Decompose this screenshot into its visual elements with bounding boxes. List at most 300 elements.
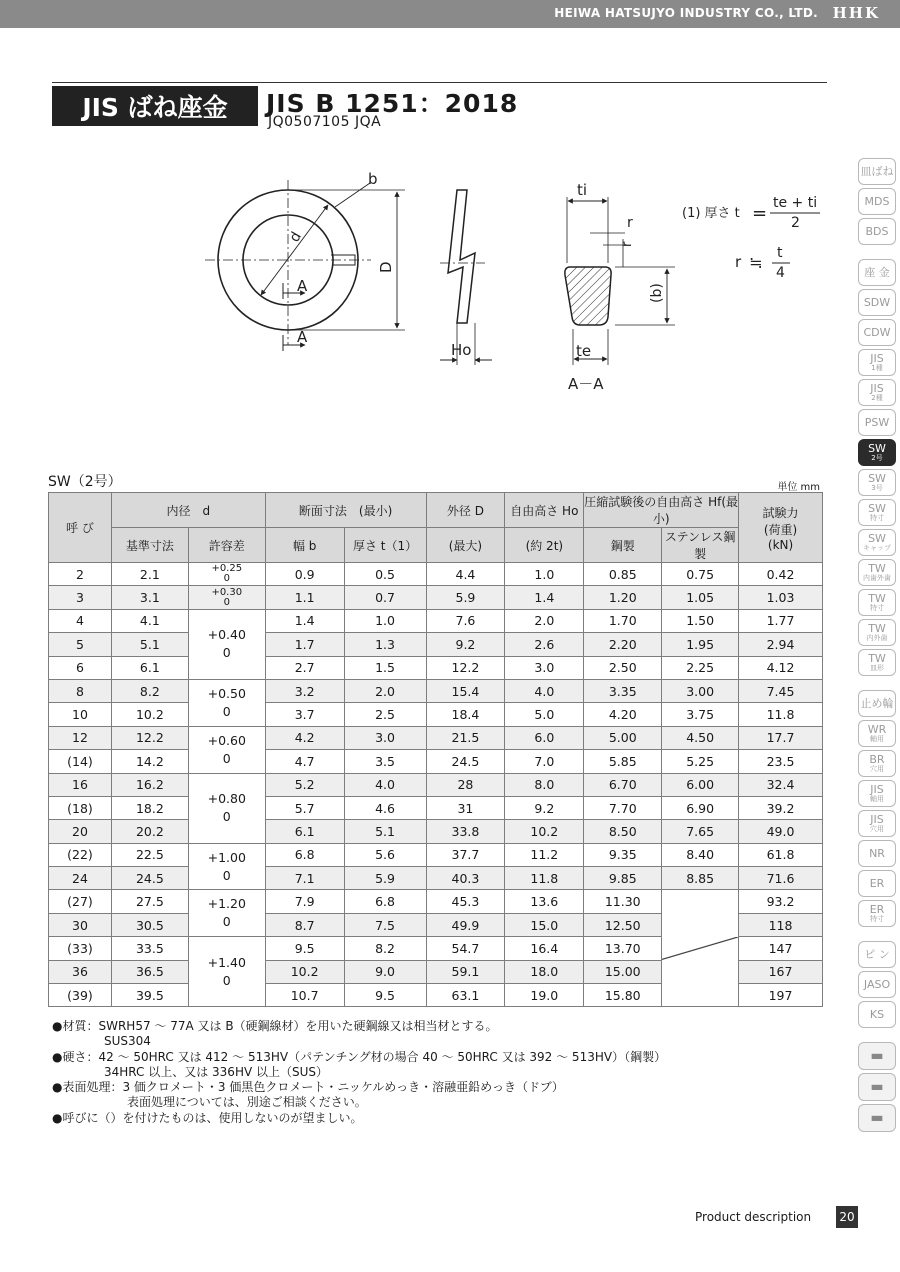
tab-disc-spring[interactable] — [858, 158, 896, 185]
tol-bottom: 0 — [222, 867, 231, 883]
diagonal-slash — [662, 937, 738, 959]
header-free-approx: (約 2t) — [505, 528, 584, 563]
tab-label: ER — [869, 903, 885, 916]
section-profile — [565, 267, 611, 325]
cell-width: 8.7 — [265, 913, 344, 936]
cell-outer: 54.7 — [426, 937, 505, 960]
dim-label-ti: ti — [577, 181, 588, 199]
formula-r-numerator: t — [777, 245, 783, 261]
header-test-load-line2: (荷重) — [763, 522, 798, 537]
tab-folder-2[interactable] — [858, 1073, 896, 1101]
cell-load: 0.42 — [739, 563, 823, 586]
cell-stainless: 6.00 — [662, 773, 739, 796]
cell-width: 1.4 — [265, 609, 344, 632]
tab-nr[interactable] — [858, 840, 896, 867]
tab-er-special[interactable] — [858, 900, 896, 927]
cell-outer: 18.4 — [426, 703, 505, 726]
cell-basic: 12.2 — [111, 726, 188, 749]
cell-call: 4 — [49, 609, 112, 632]
cell-free-height: 3.0 — [505, 656, 584, 679]
cell-tolerance — [188, 890, 265, 937]
tab-sublabel: 軸用 — [870, 735, 884, 743]
table-row — [49, 890, 823, 913]
table-row — [49, 679, 823, 702]
cell-steel: 5.00 — [584, 726, 662, 749]
table-row — [49, 867, 823, 890]
cell-basic: 33.5 — [111, 937, 188, 960]
cell-outer: 5.9 — [426, 586, 505, 609]
tab-sublabel: 穴用 — [870, 825, 884, 833]
dim-label-b: b — [368, 170, 378, 188]
cell-width: 3.7 — [265, 703, 344, 726]
cell-width: 9.5 — [265, 937, 344, 960]
cell-basic: 6.1 — [111, 656, 188, 679]
header-test-load-line3: (kN) — [767, 537, 794, 552]
tab-label: BDS — [865, 225, 889, 238]
cell-width: 3.2 — [265, 679, 344, 702]
cell-free-height: 2.0 — [505, 609, 584, 632]
cell-thickness: 9.5 — [344, 984, 426, 1007]
cell-thickness: 7.5 — [344, 913, 426, 936]
note-parentheses: ●呼びに（）を付けたものは、使用しないのが望ましい。 — [52, 1110, 363, 1125]
cell-basic: 27.5 — [111, 890, 188, 913]
cell-width: 7.1 — [265, 867, 344, 890]
table-row — [49, 586, 823, 609]
tab-bds[interactable] — [858, 218, 896, 245]
cell-load: 4.12 — [739, 656, 823, 679]
cell-basic: 16.2 — [111, 773, 188, 796]
cell-width: 10.2 — [265, 960, 344, 983]
cell-free-height: 15.0 — [505, 913, 584, 936]
cell-thickness: 8.2 — [344, 937, 426, 960]
cell-thickness: 3.5 — [344, 750, 426, 773]
cell-free-height: 11.8 — [505, 867, 584, 890]
cell-outer: 21.5 — [426, 726, 505, 749]
notes — [52, 1019, 666, 1126]
cell-thickness: 1.0 — [344, 609, 426, 632]
tab-sw-3[interactable] — [858, 469, 896, 496]
tab-psw[interactable] — [858, 409, 896, 436]
cell-outer: 7.6 — [426, 609, 505, 632]
cell-steel: 15.00 — [584, 960, 662, 983]
cell-stainless: 1.95 — [662, 633, 739, 656]
cell-tolerance — [188, 586, 265, 609]
cell-call: 5 — [49, 633, 112, 656]
cell-thickness: 4.6 — [344, 796, 426, 819]
cell-basic: 5.1 — [111, 633, 188, 656]
tab-retaining-ring[interactable] — [858, 690, 896, 717]
header-tolerance: 許容差 — [188, 528, 265, 563]
tab-sublabel: 特寸 — [870, 915, 884, 923]
page-title: JIS ばね座金 — [52, 86, 258, 126]
cell-steel: 1.20 — [584, 586, 662, 609]
header-section: 断面寸法 (最小) — [265, 493, 426, 528]
tab-folder-3[interactable] — [858, 1104, 896, 1132]
cell-stainless: 6.90 — [662, 796, 739, 819]
washer-diagram — [195, 165, 835, 405]
cell-stainless: 1.05 — [662, 586, 739, 609]
cell-free-height: 16.4 — [505, 937, 584, 960]
tab-cdw[interactable] — [858, 319, 896, 346]
header-inner-diameter: 内径 d — [111, 493, 265, 528]
tab-jis-2[interactable] — [858, 379, 896, 406]
cell-outer: 33.8 — [426, 820, 505, 843]
cell-thickness: 1.5 — [344, 656, 426, 679]
tab-label: JIS — [870, 382, 884, 395]
cell-call: 20 — [49, 820, 112, 843]
tab-sublabel: キャップ — [863, 544, 891, 552]
tab-er[interactable] — [858, 870, 896, 897]
table-row — [49, 633, 823, 656]
title-rule — [52, 82, 827, 83]
cell-call: (22) — [49, 843, 112, 866]
dim-label-ho: Ho — [451, 341, 472, 359]
header-stainless: ステンレス鋼製 — [662, 528, 739, 563]
cell-width: 10.7 — [265, 984, 344, 1007]
cell-thickness: 5.6 — [344, 843, 426, 866]
header-thickness-t: 厚さ t（1） — [344, 528, 426, 563]
cell-call: 24 — [49, 867, 112, 890]
cell-load: 71.6 — [739, 867, 823, 890]
tab-sublabel: 皿形 — [870, 664, 884, 672]
cell-free-height: 4.0 — [505, 679, 584, 702]
cell-stainless: 8.85 — [662, 867, 739, 890]
formula-thickness-denominator: 2 — [791, 215, 800, 231]
cell-steel: 9.85 — [584, 867, 662, 890]
cell-free-height: 5.0 — [505, 703, 584, 726]
cell-steel: 3.35 — [584, 679, 662, 702]
tab-label: 止め輪 — [860, 697, 894, 710]
tol-bottom: 0 — [222, 914, 231, 930]
header-call: 呼 び — [49, 493, 112, 563]
tab-sw-special[interactable] — [858, 499, 896, 526]
company-name: HEIWA HATSUJYO INDUSTRY CO., LTD. — [554, 6, 818, 20]
tab-label: SW — [868, 532, 886, 545]
tab-label: BR — [869, 753, 885, 766]
header-free-height: 自由高さ Ho — [505, 493, 584, 528]
cell-call: 16 — [49, 773, 112, 796]
cell-tolerance — [188, 609, 265, 679]
cell-load: 1.77 — [739, 609, 823, 632]
section-title: A－A — [568, 375, 604, 393]
cell-tolerance — [188, 726, 265, 773]
tab-sublabel: 軸用 — [870, 795, 884, 803]
tab-label: SW — [868, 472, 886, 485]
tab-jis-shaft[interactable] — [858, 780, 896, 807]
cell-call: 6 — [49, 656, 112, 679]
cell-basic: 36.5 — [111, 960, 188, 983]
tab-label: 座 金 — [864, 266, 890, 279]
tab-label: KS — [869, 1008, 885, 1021]
tab-pin[interactable] — [858, 941, 896, 968]
cell-call: 8 — [49, 679, 112, 702]
tol-top: +0.25 — [211, 563, 243, 575]
cell-width: 2.7 — [265, 656, 344, 679]
tab-label: TW — [868, 622, 886, 635]
tol-top: +0.80 — [207, 791, 246, 807]
header-steel: 鋼製 — [584, 528, 662, 563]
cell-width: 6.8 — [265, 843, 344, 866]
tab-label: JASO — [863, 978, 891, 991]
header-outer-max: (最大) — [426, 528, 505, 563]
tab-label: ピ ン — [864, 948, 890, 961]
cell-basic: 24.5 — [111, 867, 188, 890]
cell-free-height: 7.0 — [505, 750, 584, 773]
tab-sdw[interactable] — [858, 289, 896, 316]
cell-stainless: 4.50 — [662, 726, 739, 749]
cell-stainless: 2.25 — [662, 656, 739, 679]
cell-steel: 11.30 — [584, 890, 662, 913]
dim-label-r-top: r — [627, 215, 633, 231]
tab-tw-teeth[interactable] — [858, 559, 896, 586]
cell-stainless: 1.50 — [662, 609, 739, 632]
table-row — [49, 563, 823, 586]
cell-call: 30 — [49, 913, 112, 936]
cell-thickness: 6.8 — [344, 890, 426, 913]
cell-basic: 30.5 — [111, 913, 188, 936]
cell-outer: 12.2 — [426, 656, 505, 679]
tab-tw-inner-outer[interactable] — [858, 619, 896, 646]
tab-sublabel: 3号 — [871, 484, 883, 492]
cell-outer: 49.9 — [426, 913, 505, 936]
cell-thickness: 9.0 — [344, 960, 426, 983]
tab-label: 皿ばね — [860, 165, 894, 178]
cell-free-height: 9.2 — [505, 796, 584, 819]
cell-load: 23.5 — [739, 750, 823, 773]
cell-steel: 8.50 — [584, 820, 662, 843]
cell-tolerance — [188, 563, 265, 586]
table-unit: 単位 mm — [777, 482, 820, 493]
cell-thickness: 0.5 — [344, 563, 426, 586]
header-outer-diameter: 外径 D — [426, 493, 505, 528]
cell-call: (14) — [49, 750, 112, 773]
cell-thickness: 2.0 — [344, 679, 426, 702]
tab-label: MDS — [864, 195, 890, 208]
dim-label-b-paren: (b) — [649, 283, 665, 303]
cell-width: 5.7 — [265, 796, 344, 819]
cell-stainless: 0.75 — [662, 563, 739, 586]
cell-free-height: 18.0 — [505, 960, 584, 983]
cell-free-height: 1.4 — [505, 586, 584, 609]
header-compressed-height: 圧縮試験後の自由高さ Hf(最小) — [584, 493, 739, 528]
cell-call: 12 — [49, 726, 112, 749]
cell-free-height: 19.0 — [505, 984, 584, 1007]
cell-outer: 63.1 — [426, 984, 505, 1007]
cell-width: 6.1 — [265, 820, 344, 843]
cell-basic: 4.1 — [111, 609, 188, 632]
page-number: 20 — [836, 1206, 858, 1228]
cell-free-height: 6.0 — [505, 726, 584, 749]
cell-thickness: 2.5 — [344, 703, 426, 726]
tab-jis-hole[interactable] — [858, 810, 896, 837]
cell-call: (33) — [49, 937, 112, 960]
cell-basic: 22.5 — [111, 843, 188, 866]
tab-label: JIS — [870, 783, 884, 796]
cell-stainless: 7.65 — [662, 820, 739, 843]
tol-bottom: 0 — [222, 972, 231, 988]
tab-tw-special[interactable] — [858, 589, 896, 616]
cell-load: 49.0 — [739, 820, 823, 843]
cell-width: 1.7 — [265, 633, 344, 656]
cell-load: 2.94 — [739, 633, 823, 656]
cell-outer: 9.2 — [426, 633, 505, 656]
note-hardness-sus: 34HRC 以上、又は 336HV 以上（SUS） — [104, 1064, 329, 1079]
cell-stainless: 3.75 — [662, 703, 739, 726]
cell-steel: 2.50 — [584, 656, 662, 679]
cell-stainless: 3.00 — [662, 679, 739, 702]
standard-code: JIS B 1251：2018 — [266, 89, 519, 118]
table-row — [49, 773, 823, 796]
note-surface-consult: 表面処理については、別途ご相談ください。 — [127, 1095, 367, 1110]
tab-label: ER — [869, 877, 885, 890]
certification-code: JQ0507105 JQA — [268, 114, 382, 130]
cell-stainless-not-applicable — [662, 890, 739, 1007]
tab-ks[interactable] — [858, 1001, 896, 1028]
cell-thickness: 0.7 — [344, 586, 426, 609]
tab-label: JIS — [870, 813, 884, 826]
cell-stainless: 8.40 — [662, 843, 739, 866]
tol-bottom: 0 — [222, 645, 231, 661]
table-row — [49, 726, 823, 749]
cell-steel: 2.20 — [584, 633, 662, 656]
tol-top: +0.50 — [207, 685, 246, 701]
tab-jis-1[interactable] — [858, 349, 896, 376]
dim-label-r-side: r — [620, 241, 635, 247]
tab-mds[interactable] — [858, 188, 896, 215]
formula-thickness-numerator: te + ti — [773, 195, 818, 211]
cell-thickness: 1.3 — [344, 633, 426, 656]
company-logo: HHK — [832, 4, 880, 22]
tab-sw-cap[interactable] — [858, 529, 896, 556]
formula-thickness-prefix: (1) 厚さ t — [682, 206, 740, 221]
formula-equals: = — [752, 203, 768, 224]
cell-load: 167 — [739, 960, 823, 983]
cell-tolerance — [188, 773, 265, 843]
cell-call: (18) — [49, 796, 112, 819]
tab-label: PSW — [864, 416, 890, 429]
cell-load: 197 — [739, 984, 823, 1007]
tab-sw-2-active[interactable] — [858, 439, 896, 466]
tab-jaso[interactable] — [858, 971, 896, 998]
header-test-load — [739, 493, 823, 563]
tol-bottom: 0 — [223, 573, 230, 585]
tab-washer[interactable] — [858, 259, 896, 286]
cell-basic: 20.2 — [111, 820, 188, 843]
table-row — [49, 750, 823, 773]
tab-wr-shaft[interactable] — [858, 720, 896, 747]
tab-label: NR — [869, 847, 885, 860]
cell-load: 7.45 — [739, 679, 823, 702]
cell-outer: 15.4 — [426, 679, 505, 702]
cell-load: 1.03 — [739, 586, 823, 609]
cell-steel: 4.20 — [584, 703, 662, 726]
cell-outer: 31 — [426, 796, 505, 819]
spec-table — [48, 492, 823, 1007]
cell-load: 118 — [739, 913, 823, 936]
cell-steel: 12.50 — [584, 913, 662, 936]
note-hardness: ●硬さ：42 ～ 50HRC 又は 412 ～ 513HV（パテンチング材の場合 40 ～ 50HRC 又は 392 ～ 513HV）（鋼製） — [52, 1049, 667, 1064]
cell-basic: 10.2 — [111, 703, 188, 726]
dim-label-te: te — [576, 342, 592, 360]
tol-bottom: 0 — [222, 703, 231, 719]
tab-label: SW — [868, 502, 886, 515]
cell-free-height: 10.2 — [505, 820, 584, 843]
cell-basic: 39.5 — [111, 984, 188, 1007]
tab-tw-dish[interactable] — [858, 649, 896, 676]
header-test-load-line1: 試験力 — [762, 505, 799, 520]
cell-load: 61.8 — [739, 843, 823, 866]
cell-width: 5.2 — [265, 773, 344, 796]
tab-sublabel: 穴用 — [870, 765, 884, 773]
tol-top: +0.30 — [211, 586, 243, 598]
side-tabs — [858, 158, 898, 1135]
cell-thickness: 3.0 — [344, 726, 426, 749]
tol-top: +0.40 — [207, 627, 246, 643]
cell-basic: 3.1 — [111, 586, 188, 609]
cell-tolerance — [188, 843, 265, 890]
tab-sublabel: 1種 — [871, 364, 883, 372]
tol-bottom: 0 — [223, 596, 230, 608]
cell-thickness: 5.9 — [344, 867, 426, 890]
tol-top: +1.20 — [207, 896, 246, 912]
cell-thickness: 4.0 — [344, 773, 426, 796]
cell-basic: 2.1 — [111, 563, 188, 586]
tab-folder-1[interactable] — [858, 1042, 896, 1070]
cell-load: 32.4 — [739, 773, 823, 796]
tol-top: +1.40 — [207, 954, 246, 970]
tab-label: TW — [868, 562, 886, 575]
cell-steel: 0.85 — [584, 563, 662, 586]
cell-free-height: 11.2 — [505, 843, 584, 866]
cell-outer: 40.3 — [426, 867, 505, 890]
cell-call: 3 — [49, 586, 112, 609]
cell-width: 7.9 — [265, 890, 344, 913]
formula-approx-equals: ≒ — [749, 253, 763, 272]
formula-r-denominator: 4 — [776, 265, 785, 281]
header-bar — [0, 0, 900, 28]
table-row — [49, 656, 823, 679]
table-row — [49, 820, 823, 843]
cell-call: (27) — [49, 890, 112, 913]
cell-call: 10 — [49, 703, 112, 726]
folder-icon: ▬ — [870, 1109, 884, 1126]
cell-steel: 5.85 — [584, 750, 662, 773]
section-mark-a-top: A — [297, 277, 308, 295]
tab-label: JIS — [870, 352, 884, 365]
cell-outer: 37.7 — [426, 843, 505, 866]
header-basic-size: 基準寸法 — [111, 528, 188, 563]
cell-free-height: 8.0 — [505, 773, 584, 796]
table-title: SW（2号） — [48, 474, 122, 490]
cell-outer: 4.4 — [426, 563, 505, 586]
header-width-b: 幅 b — [265, 528, 344, 563]
cell-basic: 18.2 — [111, 796, 188, 819]
cell-outer: 28 — [426, 773, 505, 796]
cell-load: 39.2 — [739, 796, 823, 819]
cell-width: 0.9 — [265, 563, 344, 586]
tab-sublabel: 特寸 — [870, 514, 884, 522]
tol-bottom: 0 — [222, 750, 231, 766]
table-row — [49, 609, 823, 632]
cell-call: 36 — [49, 960, 112, 983]
tab-label: SW — [868, 442, 886, 455]
tol-bottom: 0 — [222, 809, 231, 825]
tab-sublabel: 内外歯 — [866, 634, 888, 642]
formula-r-prefix: r — [735, 253, 742, 271]
tab-br-hole[interactable] — [858, 750, 896, 777]
cell-width: 4.7 — [265, 750, 344, 773]
cell-steel: 15.80 — [584, 984, 662, 1007]
